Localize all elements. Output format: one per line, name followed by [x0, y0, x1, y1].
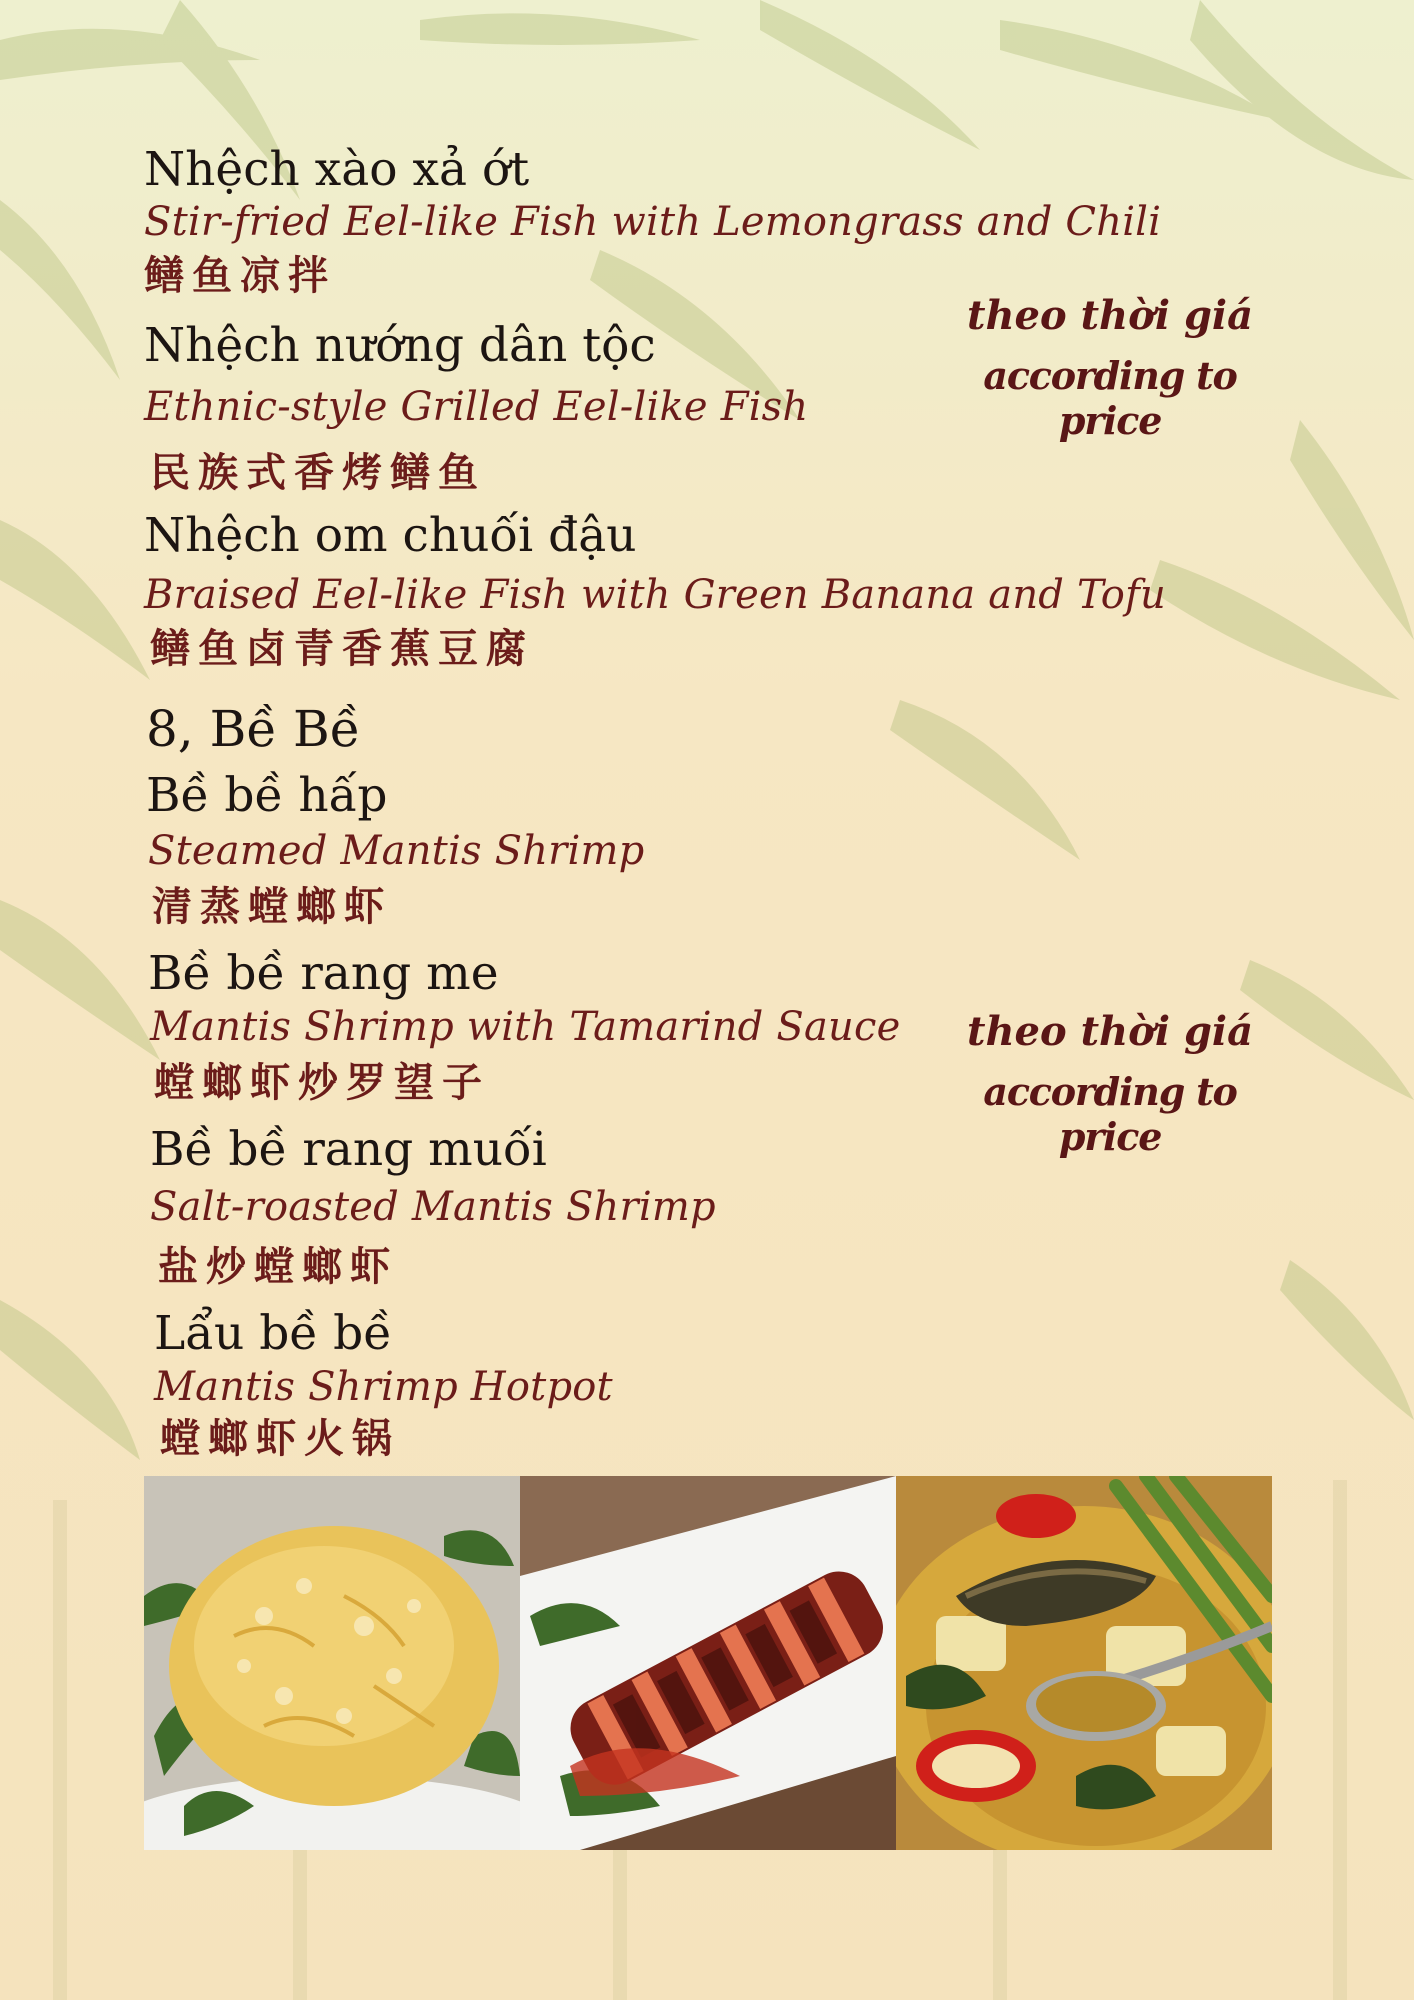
menu-item [150, 1122, 716, 1290]
dish-name-vn: Bề bề hấp [146, 768, 388, 823]
dish-name-en: Stir-fried Eel-like Fish with Lemongrass and Chili [144, 199, 1162, 245]
price-note-vn: theo thời giá [966, 292, 1254, 339]
grilled-eel-photo [520, 1476, 896, 1850]
dish-name-zh: 螳螂虾火锅 [160, 1415, 400, 1462]
dish-name-vn: Lẩu bề bề [154, 1306, 393, 1361]
price-note-en: according to price [983, 1069, 1237, 1159]
dish-name-zh: 鳝鱼凉拌 [144, 252, 336, 299]
dish-name-en: Steamed Mantis Shrimp [148, 828, 645, 874]
dish-name-vn: Nhệch nướng dân tộc [144, 318, 656, 373]
section-heading: 8, Bề Bề [146, 700, 361, 758]
dish-name-zh: 鳝鱼卤青香蕉豆腐 [150, 625, 534, 672]
dish-name-vn: Bề bề rang me [148, 946, 499, 1001]
menu-item [144, 142, 1162, 299]
price-note [950, 292, 1270, 443]
dish-name-zh: 清蒸螳螂虾 [152, 883, 392, 930]
dish-name-en: Ethnic-style Grilled Eel-like Fish [144, 384, 809, 430]
price-note [950, 1008, 1270, 1159]
dish-name-vn: Bề bề rang muối [150, 1122, 547, 1177]
dish-name-zh: 民族式香烤鳝鱼 [150, 449, 486, 496]
menu-item [146, 768, 645, 930]
price-note-en: according to price [983, 353, 1237, 443]
dish-name-zh: 螳螂虾炒罗望子 [154, 1059, 490, 1106]
menu-item [144, 318, 809, 496]
dish-name-en: Braised Eel-like Fish with Green Banana and Tofu [144, 572, 1167, 618]
price-note-vn: theo thời giá [966, 1008, 1254, 1055]
braised-eel-banana-tofu-photo [896, 1476, 1272, 1850]
dish-name-en: Salt-roasted Mantis Shrimp [150, 1184, 716, 1230]
dish-name-en: Mantis Shrimp with Tamarind Sauce [150, 1004, 901, 1050]
menu-item [144, 508, 1167, 672]
dish-name-vn: Nhệch om chuối đậu [144, 508, 637, 563]
stir-fried-eel-lemongrass-photo [144, 1476, 520, 1850]
dish-name-vn: Nhệch xào xả ớt [144, 142, 530, 197]
menu-item [154, 1306, 613, 1462]
menu-item [148, 946, 901, 1106]
photo-strip [144, 1476, 1273, 1850]
dish-name-zh: 盐炒螳螂虾 [158, 1243, 398, 1290]
dish-name-en: Mantis Shrimp Hotpot [154, 1364, 613, 1410]
